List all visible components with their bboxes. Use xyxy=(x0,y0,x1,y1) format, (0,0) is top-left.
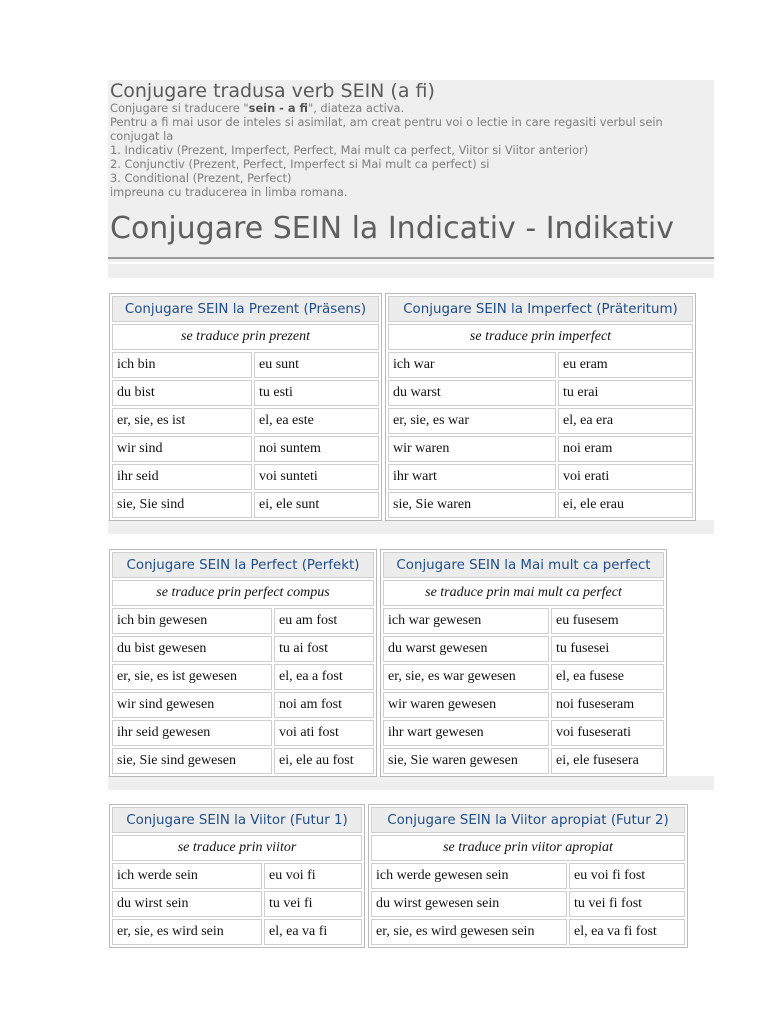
table-row xyxy=(112,919,362,945)
german-form: wir sind xyxy=(112,436,252,462)
romanian-form: voi fuseserati xyxy=(551,720,664,746)
german-form: ihr wart xyxy=(388,464,556,490)
table-row xyxy=(112,664,374,690)
table-row xyxy=(112,636,374,662)
table-row xyxy=(388,464,693,490)
german-form: sie, Sie waren gewesen xyxy=(383,748,549,774)
table-row xyxy=(112,436,379,462)
table-viitor xyxy=(109,804,365,948)
spacer-band xyxy=(108,520,714,534)
table-subtitle: se traduce prin perfect compus xyxy=(112,580,374,606)
table-mai-mult-ca-perfect xyxy=(380,549,667,777)
romanian-form: el, ea este xyxy=(254,408,379,434)
german-form: ich werde gewesen sein xyxy=(371,863,567,889)
romanian-form: tu erai xyxy=(558,380,693,406)
romanian-form: tu fusesei xyxy=(551,636,664,662)
german-form: er, sie, es ist gewesen xyxy=(112,664,272,690)
german-form: ihr seid gewesen xyxy=(112,720,272,746)
romanian-form: noi am fost xyxy=(274,692,374,718)
german-form: ich bin gewesen xyxy=(112,608,272,634)
table-title: Conjugare SEIN la Mai mult ca perfect xyxy=(383,552,664,578)
romanian-form: eu voi fi xyxy=(264,863,362,889)
table-row xyxy=(388,436,693,462)
german-form: du warst gewesen xyxy=(383,636,549,662)
table-row xyxy=(388,408,693,434)
table-row xyxy=(112,692,374,718)
section-divider xyxy=(108,257,714,259)
table-row xyxy=(388,352,693,378)
german-form: ich bin xyxy=(112,352,252,378)
romanian-form: eu eram xyxy=(558,352,693,378)
german-form: ihr seid xyxy=(112,464,252,490)
intro-line-5: 2. Conjunctiv (Prezent, Perfect, Imperfect si Mai mult ca perfect) si xyxy=(110,157,490,171)
german-form: sie, Sie waren xyxy=(388,492,556,518)
table-title: Conjugare SEIN la Perfect (Perfekt) xyxy=(112,552,374,578)
romanian-form: eu voi fi fost xyxy=(569,863,685,889)
table-row xyxy=(383,692,664,718)
table-prezent xyxy=(109,293,382,521)
table-row xyxy=(112,408,379,434)
table-row xyxy=(383,636,664,662)
german-form: er, sie, es ist xyxy=(112,408,252,434)
table-row xyxy=(112,863,362,889)
romanian-form: el, ea va fi xyxy=(264,919,362,945)
romanian-form: ei, ele fusesera xyxy=(551,748,664,774)
table-title: Conjugare SEIN la Viitor (Futur 1) xyxy=(112,807,362,833)
romanian-form: ei, ele au fost xyxy=(274,748,374,774)
german-form: ich werde sein xyxy=(112,863,262,889)
romanian-form: eu am fost xyxy=(274,608,374,634)
table-row xyxy=(383,748,664,774)
german-form: sie, Sie sind xyxy=(112,492,252,518)
table-row xyxy=(383,664,664,690)
table-row xyxy=(371,919,685,945)
table-row xyxy=(371,891,685,917)
table-row xyxy=(112,352,379,378)
romanian-form: noi fuseseram xyxy=(551,692,664,718)
german-form: du warst xyxy=(388,380,556,406)
spacer-band xyxy=(108,776,714,790)
table-row xyxy=(383,608,664,634)
table-title: Conjugare SEIN la Viitor apropiat (Futur 2) xyxy=(371,807,685,833)
german-form: ihr wart gewesen xyxy=(383,720,549,746)
romanian-form: noi suntem xyxy=(254,436,379,462)
intro-line-7: impreuna cu traducerea in limba romana. xyxy=(110,185,348,199)
romanian-form: ei, ele sunt xyxy=(254,492,379,518)
german-form: wir waren gewesen xyxy=(383,692,549,718)
intro-text xyxy=(110,101,710,199)
intro-line-1 xyxy=(110,101,710,115)
table-subtitle: se traduce prin prezent xyxy=(112,324,379,350)
table-title: Conjugare SEIN la Prezent (Präsens) xyxy=(112,296,379,322)
romanian-form: noi eram xyxy=(558,436,693,462)
german-form: wir waren xyxy=(388,436,556,462)
intro-line-4: 1. Indicativ (Prezent, Imperfect, Perfect, Mai mult ca perfect, Viitor si Viitor anterior) xyxy=(110,143,589,157)
german-form: du wirst sein xyxy=(112,891,262,917)
table-row xyxy=(112,464,379,490)
romanian-form: tu esti xyxy=(254,380,379,406)
table-imperfect xyxy=(385,293,696,521)
romanian-form: eu fusesem xyxy=(551,608,664,634)
table-row xyxy=(383,720,664,746)
table-subtitle: se traduce prin imperfect xyxy=(388,324,693,350)
german-form: du wirst gewesen sein xyxy=(371,891,567,917)
intro-panel xyxy=(108,80,714,262)
table-row xyxy=(112,492,379,518)
german-form: er, sie, es wird sein xyxy=(112,919,262,945)
german-form: du bist xyxy=(112,380,252,406)
table-subtitle: se traduce prin viitor apropiat xyxy=(371,835,685,861)
intro-line-6: 3. Conditional (Prezent, Perfect) xyxy=(110,171,292,185)
table-row xyxy=(112,608,374,634)
table-subtitle: se traduce prin viitor xyxy=(112,835,362,861)
romanian-form: tu ai fost xyxy=(274,636,374,662)
german-form: du bist gewesen xyxy=(112,636,272,662)
table-row xyxy=(112,380,379,406)
romanian-form: el, ea va fi fost xyxy=(569,919,685,945)
romanian-form: tu vei fi fost xyxy=(569,891,685,917)
romanian-form: ei, ele erau xyxy=(558,492,693,518)
romanian-form: voi erati xyxy=(558,464,693,490)
german-form: sie, Sie sind gewesen xyxy=(112,748,272,774)
romanian-form: voi ati fost xyxy=(274,720,374,746)
romanian-form: eu sunt xyxy=(254,352,379,378)
table-row xyxy=(112,720,374,746)
romanian-form: el, ea era xyxy=(558,408,693,434)
intro-pre: Conjugare si traducere " xyxy=(110,101,249,115)
intro-post: ", diateza activa. xyxy=(307,101,405,115)
german-form: ich war xyxy=(388,352,556,378)
table-subtitle: se traduce prin mai mult ca perfect xyxy=(383,580,664,606)
german-form: er, sie, es wird gewesen sein xyxy=(371,919,567,945)
romanian-form: el, ea fusese xyxy=(551,664,664,690)
romanian-form: voi sunteti xyxy=(254,464,379,490)
german-form: er, sie, es war xyxy=(388,408,556,434)
page-title: Conjugare tradusa verb SEIN (a fi) xyxy=(110,80,435,102)
table-row xyxy=(388,492,693,518)
table-row xyxy=(112,748,374,774)
table-row xyxy=(112,891,362,917)
table-perfect xyxy=(109,549,377,777)
german-form: er, sie, es war gewesen xyxy=(383,664,549,690)
intro-bold: sein - a fi xyxy=(248,101,308,115)
section-title: Conjugare SEIN la Indicativ - Indikativ xyxy=(110,211,675,246)
romanian-form: el, ea a fost xyxy=(274,664,374,690)
german-form: wir sind gewesen xyxy=(112,692,272,718)
table-row xyxy=(371,863,685,889)
table-row xyxy=(388,380,693,406)
intro-line-2: Pentru a fi mai usor de inteles si asimilat, am creat pentru voi o lectie in care regasiti verbul sein xyxy=(110,115,663,129)
table-viitor-apropiat xyxy=(368,804,688,948)
german-form: ich war gewesen xyxy=(383,608,549,634)
table-title: Conjugare SEIN la Imperfect (Präteritum) xyxy=(388,296,693,322)
romanian-form: tu vei fi xyxy=(264,891,362,917)
intro-line-3: conjugat la xyxy=(110,129,174,143)
spacer-band xyxy=(108,264,714,278)
